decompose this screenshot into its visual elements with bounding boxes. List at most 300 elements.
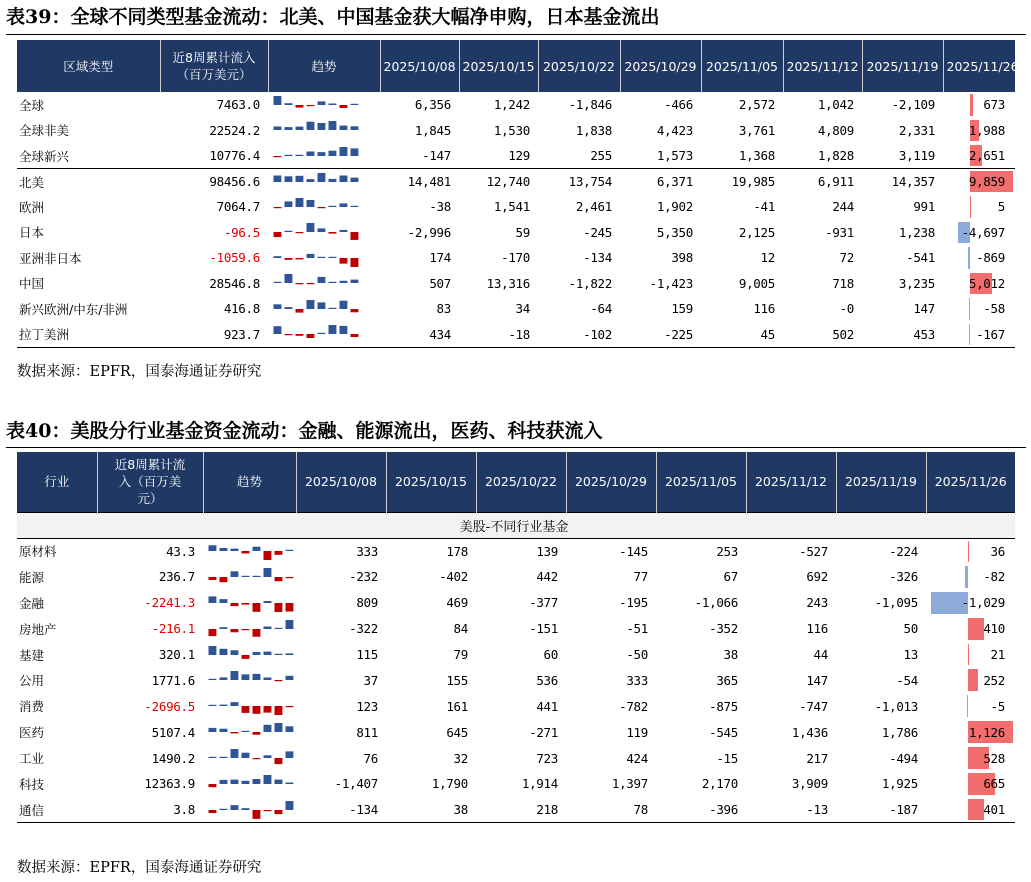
trend-bar (286, 782, 294, 784)
row-week-1-value: -38 (429, 199, 451, 215)
trend-bar (307, 151, 315, 156)
row-cumulative: 28546.8 (209, 275, 260, 291)
trend-bar (318, 173, 326, 182)
row-week-8-value: 2,651 (968, 148, 1005, 163)
table2-header-industry: 行业 (17, 452, 97, 512)
table2-title: 表40：美股分行业基金资金流动：金融、能源流出，医药、科技获流入 (6, 420, 603, 442)
trend-bar (307, 283, 315, 284)
row-week-1-value: -322 (349, 621, 378, 637)
row-week-6-value: 1,828 (817, 148, 854, 163)
trend-bar (274, 207, 282, 208)
row-week-7-value: 13 (903, 647, 918, 662)
row-week-3-value: 60 (543, 647, 558, 662)
row-week-6-value: 244 (832, 199, 854, 215)
row-week-8-value: 401 (983, 802, 1005, 818)
trend-bar (286, 751, 294, 758)
row-week-1-value: -232 (349, 569, 378, 585)
table1-header-trend: 趋势 (268, 40, 380, 92)
row-week-8-value: -1,029 (961, 595, 1005, 611)
trend-bar (318, 333, 326, 334)
row-week-7-value: -1,095 (874, 595, 918, 611)
row-trend (268, 118, 380, 144)
row-week-2-value: 469 (446, 595, 468, 611)
table2-header-week-5: 2025/11/05 (656, 452, 746, 512)
row-week-2-value: 38 (386, 797, 476, 823)
row-week-8-cell (926, 642, 1015, 668)
row-week-6-value: 3,909 (791, 776, 828, 792)
trend-bar (285, 334, 293, 335)
trend-bar (318, 257, 326, 258)
row-week-2-value: -170 (501, 250, 530, 266)
row-week-3-value: -1,846 (568, 97, 612, 113)
table2-subheader-row (17, 512, 1015, 538)
row-trend (268, 245, 380, 271)
table2-header-cumulative: 近8周累计流入（百万美元） (97, 452, 203, 512)
row-week-3-value: 13,754 (538, 169, 620, 195)
row-week-5-value: -396 (656, 797, 746, 823)
row-trend (203, 564, 296, 590)
row-week-5-value: -352 (709, 621, 738, 637)
row-week-8-value: -869 (976, 250, 1005, 266)
row-week-8-cell (943, 322, 1015, 348)
table1-header-week-7: 2025/11/19 (862, 40, 943, 92)
trend-bar (285, 127, 293, 130)
row-week-2-value: 12,740 (459, 169, 538, 195)
row-week-7-value: -1,013 (874, 698, 918, 714)
table-row (17, 564, 1015, 590)
row-week-8-value: -82 (983, 569, 1005, 585)
row-week-8-cell (926, 667, 1015, 693)
trend-bar (329, 325, 337, 334)
trend-bar (253, 674, 261, 680)
row-week-2-value: 645 (446, 724, 468, 740)
trend-bar (264, 755, 272, 758)
row-week-8-value: 36 (990, 543, 1005, 559)
trend-bar (274, 304, 282, 309)
trend-bar (209, 757, 217, 758)
trend-bar (340, 281, 348, 283)
row-trend (203, 693, 296, 719)
trend-bar (296, 309, 304, 313)
trend-bar (220, 705, 228, 706)
table-row (17, 797, 1015, 823)
table1-header-week-1: 2025/10/08 (380, 40, 459, 92)
row-week-8-cell (926, 771, 1015, 797)
row-week-8-cell (926, 797, 1015, 823)
trend-bar (220, 577, 228, 582)
row-name: 中国 (19, 276, 45, 292)
trend-sparkline (207, 722, 295, 742)
row-cumulative: 416.8 (223, 301, 260, 317)
trend-bar (253, 652, 261, 655)
row-week-3-value: -377 (529, 595, 558, 611)
trend-sparkline (272, 197, 360, 217)
trend-bar (307, 179, 315, 182)
row-week-4-value: 398 (671, 250, 693, 266)
row-trend (203, 719, 296, 745)
row-week-5-value: 38 (723, 647, 738, 662)
row-week-6-value: 718 (832, 275, 854, 291)
row-name: 基建 (19, 647, 45, 663)
row-trend (268, 296, 380, 322)
row-week-3-value: 441 (536, 698, 558, 714)
row-trend (268, 271, 380, 297)
row-week-8-value: 252 (983, 672, 1005, 688)
row-cumulative: -1059.6 (209, 250, 260, 266)
table-row (17, 271, 1015, 297)
trend-bar (242, 753, 250, 758)
row-cumulative: 320.1 (158, 647, 195, 662)
row-week-7-value: 991 (913, 199, 935, 215)
trend-bar (209, 784, 217, 787)
trend-bar (209, 577, 217, 580)
trend-bar (242, 629, 250, 630)
row-week-8-value: 9,859 (968, 174, 1005, 189)
row-week-4-value: -225 (620, 322, 701, 348)
table2-body (17, 512, 1015, 823)
row-week-6-value: 217 (806, 750, 828, 766)
table-row (17, 220, 1015, 246)
trend-bar (242, 781, 250, 784)
row-week-8-cell (943, 92, 1015, 118)
row-week-4-value: 424 (626, 750, 648, 766)
table-row (17, 143, 1015, 169)
trend-bar (231, 732, 239, 733)
table-row (17, 92, 1015, 118)
row-week-3-value: -64 (590, 301, 612, 317)
trend-bar (296, 105, 304, 108)
trend-sparkline (207, 593, 295, 613)
trend-bar (329, 121, 337, 130)
table1-source: 数据来源：EPFR，国泰海通证券研究 (17, 364, 262, 380)
row-week-1-value: 76 (363, 750, 378, 766)
trend-bar (253, 779, 261, 784)
row-week-1-value: 123 (356, 698, 378, 714)
row-week-8-value: 528 (983, 750, 1005, 766)
trend-sparkline (207, 541, 295, 561)
row-week-7-value: -2,109 (891, 97, 935, 113)
trend-bar (264, 568, 272, 577)
table-row (17, 693, 1015, 719)
row-week-1-value: -147 (422, 148, 451, 163)
trend-bar (351, 177, 359, 181)
table1-header-week-5: 2025/11/05 (701, 40, 783, 92)
row-week-1-value: 37 (363, 672, 378, 688)
trend-bar (351, 280, 359, 283)
row-name: 亚洲非日本 (19, 250, 82, 266)
trend-bar (209, 629, 217, 636)
row-week-3-value: 218 (476, 797, 566, 823)
row-week-5-value: -41 (753, 199, 775, 215)
row-trend (268, 92, 380, 118)
row-week-2-value: 178 (446, 543, 468, 559)
row-week-8-value: 665 (983, 776, 1005, 792)
trend-sparkline (207, 748, 295, 768)
trend-bar (307, 334, 315, 338)
trend-bar (275, 653, 283, 654)
row-week-4-value: -1,423 (649, 275, 693, 291)
trend-bar (285, 103, 293, 105)
trend-bar (220, 599, 228, 603)
row-cumulative: 3.8 (97, 797, 203, 823)
row-week-1-value: 83 (436, 301, 451, 317)
row-week-7-value: -326 (889, 569, 918, 585)
trend-bar (307, 105, 315, 106)
trend-bar (231, 629, 239, 632)
trend-bar (275, 706, 283, 715)
row-week-5-value: 116 (753, 301, 775, 317)
trend-bar (209, 646, 217, 655)
row-week-2-value: 79 (453, 647, 468, 662)
trend-bar (231, 749, 239, 758)
row-trend (203, 616, 296, 642)
trend-bar (285, 231, 293, 232)
trend-bar (275, 680, 283, 681)
trend-bar (351, 309, 359, 312)
row-week-4-value: -195 (619, 595, 648, 611)
trend-bar (285, 201, 293, 207)
trend-bar (318, 229, 326, 233)
row-week-2-value: 161 (446, 698, 468, 714)
row-week-1-value: 115 (356, 647, 378, 662)
row-week-2-value: 84 (453, 621, 468, 637)
trend-bar (285, 176, 293, 182)
trend-sparkline (207, 645, 295, 665)
row-week-6-value: -747 (799, 698, 828, 714)
trend-sparkline (207, 774, 295, 794)
trend-bar (253, 758, 261, 759)
trend-bar (275, 577, 283, 581)
trend-bar (318, 152, 326, 156)
trend-bar (274, 156, 282, 157)
row-week-5-value: 365 (716, 672, 738, 688)
trend-bar (329, 103, 337, 105)
row-week-2-value: 13,316 (486, 275, 530, 291)
trend-bar (242, 603, 250, 605)
trend-bar (231, 571, 239, 577)
trend-bar (220, 627, 228, 629)
row-cumulative: 5107.4 (151, 724, 195, 740)
trend-bar (318, 207, 326, 208)
trend-bar (296, 175, 304, 181)
row-week-2-value: 155 (446, 672, 468, 688)
row-trend (268, 169, 380, 195)
row-week-1-value: -2,996 (407, 224, 451, 240)
row-week-1-value: 507 (429, 275, 451, 291)
row-cumulative: 1771.6 (151, 672, 195, 688)
row-week-2-value: 1,242 (493, 97, 530, 113)
row-week-4-value: 6,371 (620, 169, 701, 195)
trend-sparkline (207, 696, 295, 716)
table1-header-week-3: 2025/10/22 (538, 40, 620, 92)
row-name: 房地产 (19, 621, 57, 637)
trend-bar (286, 706, 294, 707)
row-week-2-value: 129 (508, 148, 530, 163)
row-week-7-value: 14,357 (862, 169, 943, 195)
row-week-7-value: 3,235 (898, 275, 935, 291)
row-week-8-value: 5,012 (968, 275, 1005, 291)
trend-bar (253, 810, 261, 819)
table2-header-week-8: 2025/11/26 (926, 452, 1015, 512)
trend-bar (209, 596, 217, 603)
row-trend (268, 143, 380, 169)
row-week-3-value: 2,461 (575, 199, 612, 215)
row-week-6-value: -0 (839, 301, 854, 317)
row-week-8-cell (943, 143, 1015, 169)
row-week-7-value: 3,119 (898, 148, 935, 163)
row-week-8-cell (943, 296, 1015, 322)
trend-bar (274, 282, 282, 283)
table2-header-week-4: 2025/10/29 (566, 452, 656, 512)
row-cumulative: -216.1 (151, 621, 195, 637)
trend-bar (253, 732, 261, 735)
row-week-4-value: 1,397 (611, 776, 648, 792)
row-week-4-value: 77 (633, 569, 648, 585)
trend-bar (307, 254, 315, 258)
row-trend (203, 538, 296, 564)
table-row (17, 322, 1015, 348)
table-row (17, 745, 1015, 771)
row-week-5-value: -1,066 (694, 595, 738, 611)
trend-bar (264, 678, 272, 681)
row-week-7-value: 453 (862, 322, 943, 348)
trend-bar (351, 232, 359, 240)
row-week-8-value: 1,988 (968, 122, 1005, 138)
trend-bar (209, 705, 217, 706)
row-week-8-value: -167 (976, 326, 1005, 342)
trend-bar (242, 706, 250, 713)
trend-bar (264, 775, 272, 784)
row-cumulative: 10776.4 (209, 148, 260, 163)
row-week-7-value: 1,238 (898, 224, 935, 240)
table2-title-rule (6, 447, 1026, 448)
trend-bar (286, 801, 294, 810)
table-row (17, 245, 1015, 271)
row-week-6-value: -13 (746, 797, 836, 823)
table2-header-row (17, 452, 1015, 512)
row-week-6-value: 692 (806, 569, 828, 585)
trend-bar (275, 551, 283, 555)
trend-bar (340, 175, 348, 182)
trend-bar (274, 256, 282, 258)
trend-sparkline (272, 273, 360, 293)
row-week-6-value: 72 (839, 250, 854, 266)
trend-bar (275, 603, 283, 612)
trend-bar (329, 308, 337, 309)
trend-bar (296, 154, 304, 155)
row-trend (268, 220, 380, 246)
row-week-3-value: 1,914 (521, 776, 558, 792)
trend-bar (275, 780, 283, 784)
row-week-7-value: 2,331 (898, 122, 935, 138)
trend-bar (296, 127, 304, 130)
trend-bar (274, 175, 282, 182)
row-week-4-value: 1,573 (656, 148, 693, 163)
row-week-8-cell (926, 616, 1015, 642)
trend-bar (275, 758, 283, 764)
row-week-8-cell (943, 169, 1015, 195)
table-row (17, 616, 1015, 642)
table2-subheader: 美股-不同行业基金 (17, 512, 1015, 538)
trend-bar (296, 258, 304, 259)
trend-bar (286, 603, 294, 612)
row-week-6-value: 243 (806, 595, 828, 611)
trend-bar (242, 808, 250, 810)
trend-bar (285, 307, 293, 309)
trend-bar (220, 729, 228, 732)
trend-bar (220, 757, 228, 758)
row-name: 医药 (19, 725, 45, 741)
row-cumulative: 923.7 (160, 322, 268, 348)
trend-sparkline (207, 800, 295, 820)
row-trend (268, 322, 380, 348)
trend-bar (264, 626, 272, 629)
row-week-5-value: 12 (760, 250, 775, 266)
trend-bar (296, 283, 304, 284)
table1-title: 表39：全球不同类型基金流动：北美、中国基金获大幅净申购，日本基金流出 (6, 6, 660, 28)
trend-sparkline (272, 324, 360, 344)
trend-bar (253, 547, 261, 551)
trend-bar (296, 334, 304, 336)
table-row (17, 642, 1015, 668)
trend-sparkline (272, 95, 360, 115)
row-week-6-value: 147 (806, 672, 828, 688)
trend-bar (286, 577, 294, 578)
table2-header-week-1: 2025/10/08 (296, 452, 386, 512)
trend-bar (220, 648, 228, 654)
trend-sparkline (272, 248, 360, 268)
trend-bar (340, 326, 348, 334)
row-week-5-value: -875 (709, 698, 738, 714)
row-week-8-cell (926, 590, 1015, 616)
trend-bar (253, 603, 261, 612)
row-week-2-value: 1,541 (493, 199, 530, 215)
row-week-1-value: 809 (356, 595, 378, 611)
row-cumulative: -2241.3 (144, 595, 195, 611)
row-week-1-value: 174 (429, 250, 451, 266)
trend-bar (220, 548, 228, 551)
trend-bar (340, 230, 348, 232)
row-week-7-value: 1,786 (881, 724, 918, 740)
trend-bar (329, 282, 337, 283)
row-week-5-value: 45 (701, 322, 783, 348)
row-week-2-value: 1,790 (431, 776, 468, 792)
table1-header-region: 区域类型 (17, 40, 160, 92)
row-week-8-cell (926, 745, 1015, 771)
trend-bar (340, 300, 348, 308)
row-week-3-value: 255 (590, 148, 612, 163)
trend-bar (264, 810, 272, 811)
row-week-1-value: 6,356 (414, 97, 451, 113)
row-week-8-value: 1,126 (968, 724, 1005, 740)
table1 (17, 40, 1019, 348)
row-week-7-value: -224 (889, 543, 918, 559)
row-week-8-cell (943, 118, 1015, 144)
row-week-1-value: 434 (380, 322, 459, 348)
trend-bar (340, 258, 348, 264)
trend-bar (286, 620, 294, 629)
trend-bar (274, 326, 282, 334)
row-week-5-value: 19,985 (701, 169, 783, 195)
row-week-4-value: 78 (566, 797, 656, 823)
row-week-8-value: 21 (990, 647, 1005, 662)
row-week-1-value: -1,407 (334, 776, 378, 792)
row-week-8-cell (926, 538, 1015, 564)
trend-bar (340, 203, 348, 207)
trend-bar (329, 232, 337, 234)
trend-bar (274, 96, 282, 105)
row-week-4-value: 159 (671, 301, 693, 317)
